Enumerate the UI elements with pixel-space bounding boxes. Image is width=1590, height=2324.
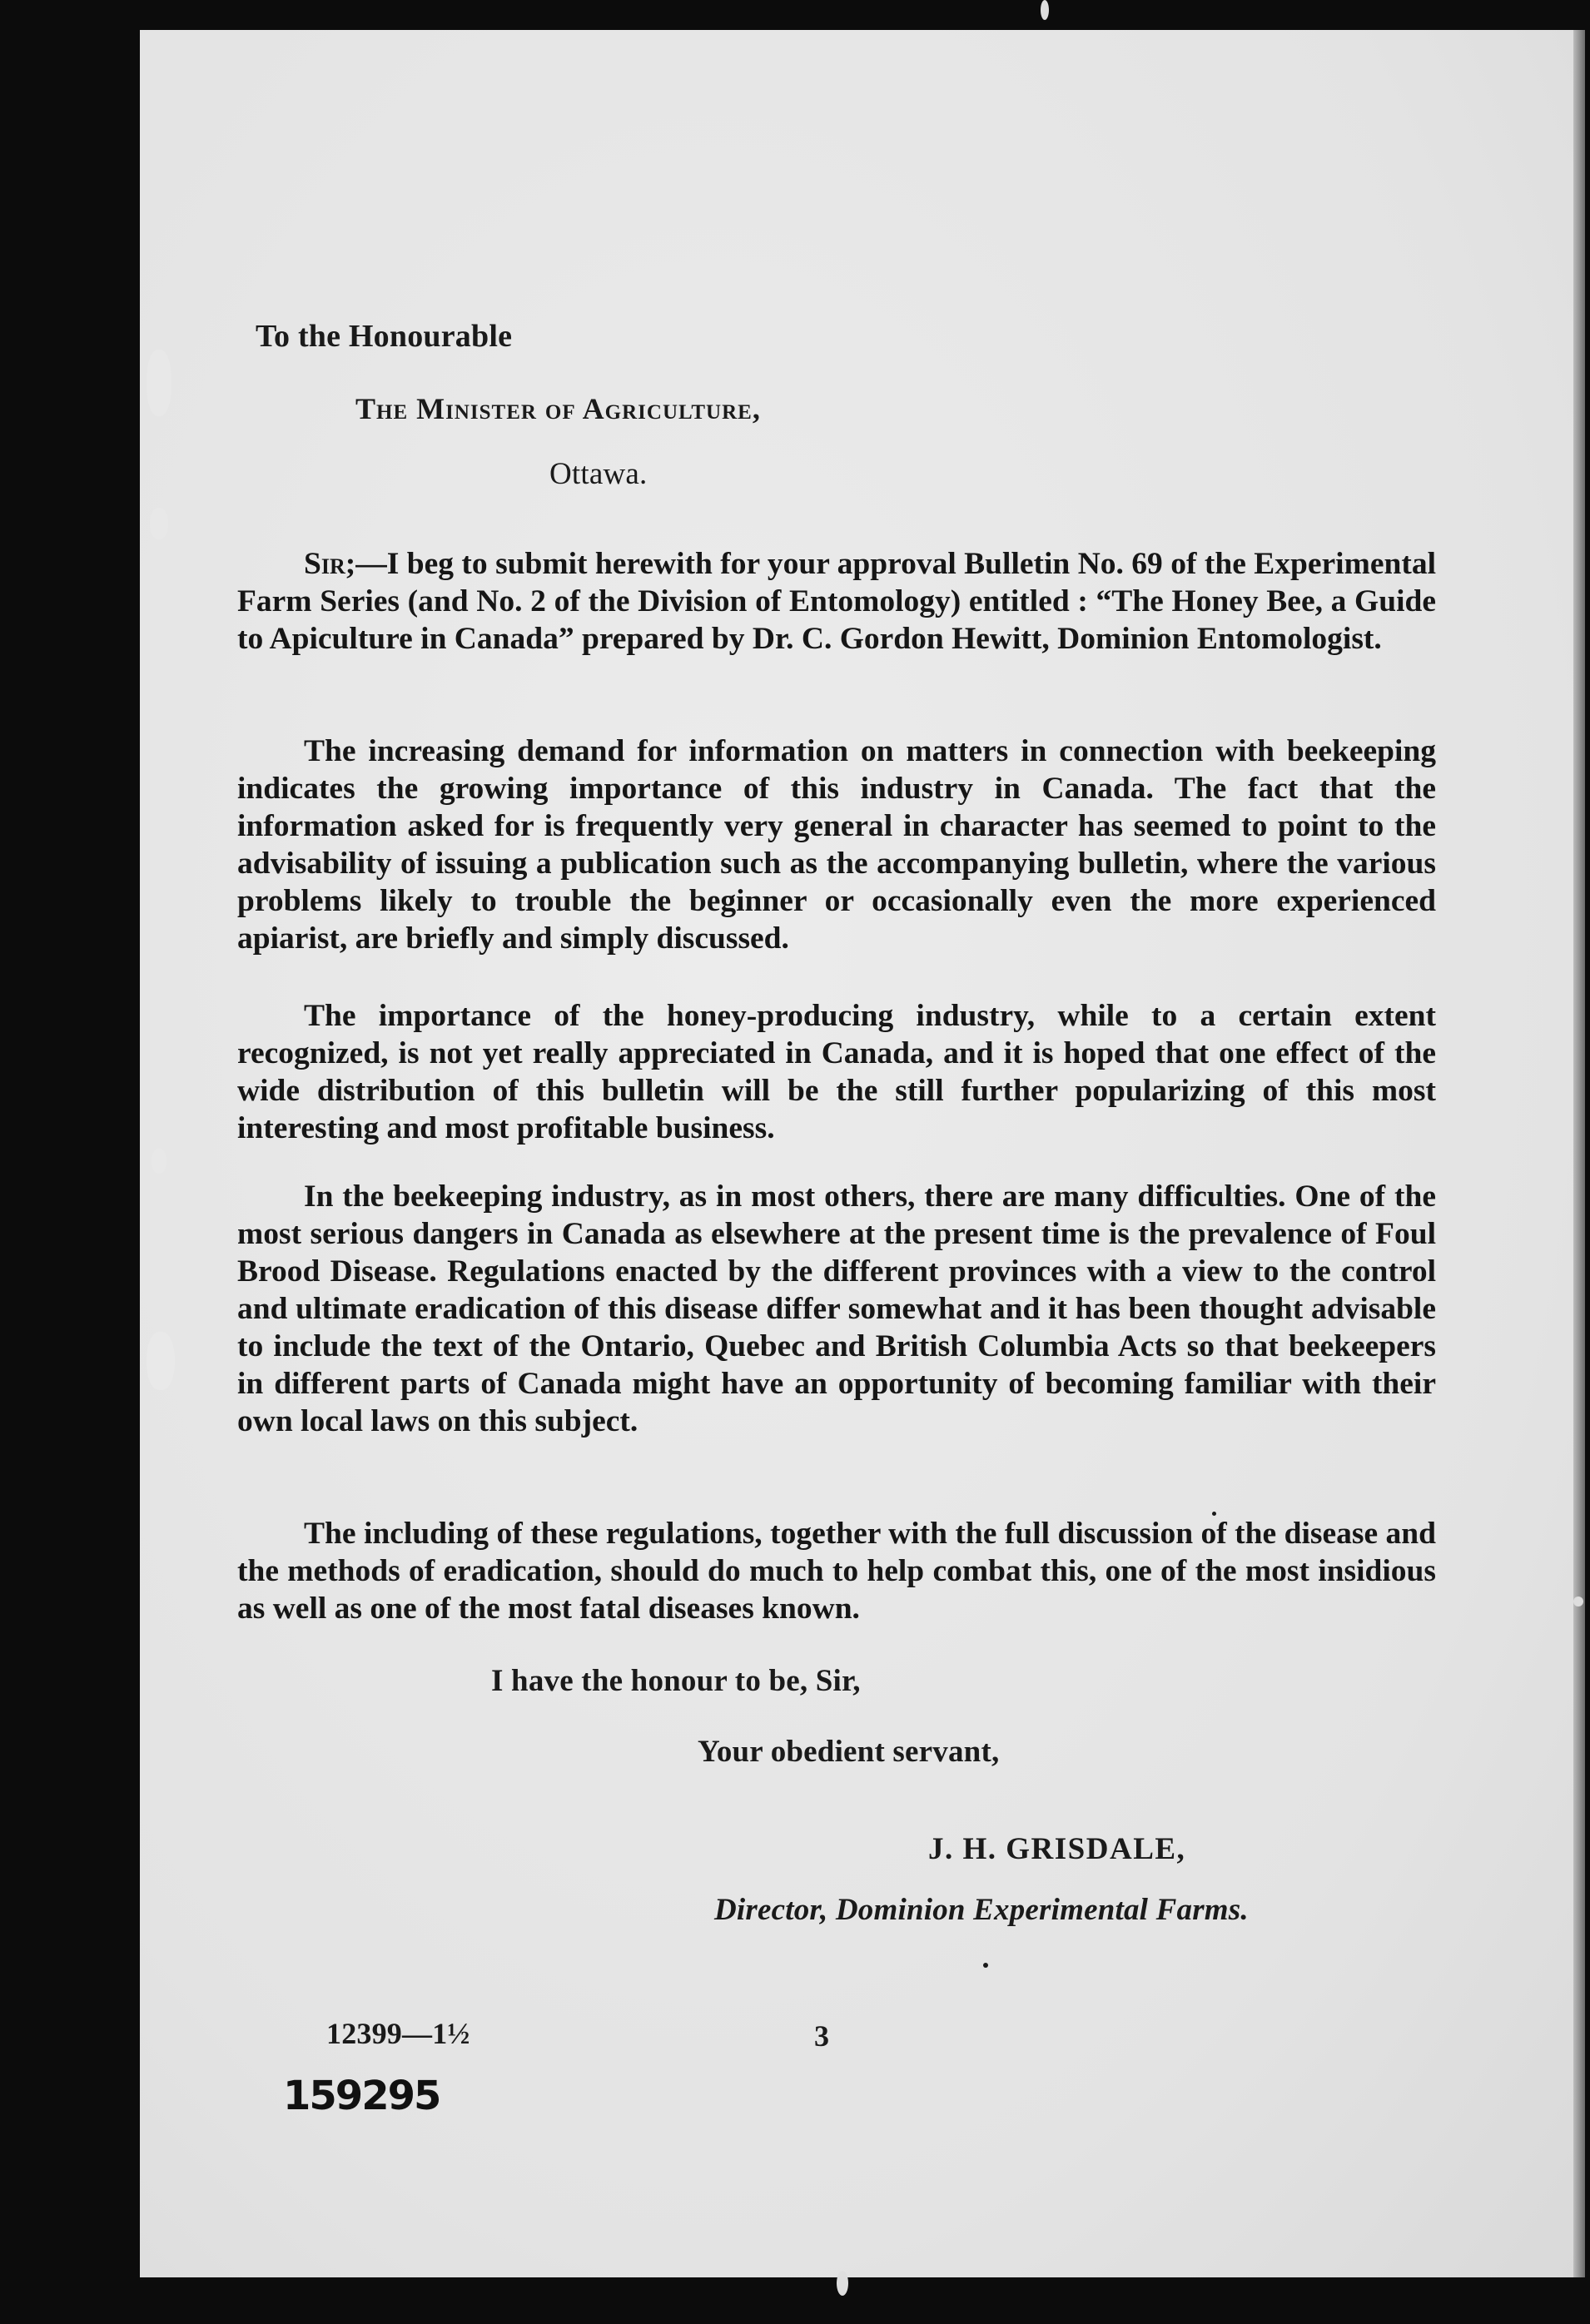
closing-line: I have the honour to be, Sir, bbox=[491, 1664, 861, 1698]
scan-artifact bbox=[150, 508, 168, 539]
scan-speck bbox=[1573, 1597, 1583, 1606]
recipient-city: Ottawa. bbox=[549, 457, 648, 491]
paragraph-1-lead: Sir; bbox=[304, 547, 356, 581]
page-number: 3 bbox=[814, 2019, 830, 2053]
scan-speck bbox=[983, 1963, 988, 1968]
page-right-edge bbox=[1573, 30, 1585, 2277]
scan-artifact bbox=[152, 1149, 166, 1174]
paragraph-5: The including of these regulations, together with the full discussion of the disease and the methods of eradication, should do much to help combat this, one of the most insidious as well as one of the most fatal diseases known. bbox=[237, 1517, 1436, 1626]
accession-stamp: 159295 bbox=[283, 2073, 440, 2119]
scan-artifact bbox=[147, 350, 171, 416]
signatory-title: Director, Dominion Experimental Farms. bbox=[714, 1893, 1249, 1927]
print-reference: 12399—1½ bbox=[326, 2017, 470, 2050]
scan-speck bbox=[837, 2271, 848, 2296]
signatory-name: J. H. GRISDALE, bbox=[928, 1832, 1186, 1866]
scan-speck bbox=[1041, 0, 1049, 20]
paragraph-1 bbox=[237, 545, 1436, 658]
valediction: Your obedient servant, bbox=[698, 1735, 1000, 1769]
paragraph-2: The increasing demand for information on matters in connection with beekeeping indicates the growing importance of this industry in Canada. The fact that the information asked for is frequently very general in character has seemed to point to the advisability of issuing a publication such as the accompanying bulletin, where the various problems likely to trouble the beginner or occasionally even the more experienced apiarist, are briefly and simply discussed. bbox=[237, 734, 1436, 956]
recipient-line: The Minister of Agriculture, bbox=[355, 392, 761, 425]
paragraph-3: The importance of the honey-producing industry, while to a certain extent recognized, is not yet really appreciated in Canada, and it is hoped that one effect of the wide distribution of this bulletin will be the still further popularizing of this most interesting and most profitable business. bbox=[237, 999, 1436, 1145]
paragraph-4: In the beekeeping industry, as in most others, there are many difficulties. One of the most serious dangers in Canada as elsewhere at the present time is the prevalence of Foul Brood Disease. Regulations enacted by the different provinces with a view to the control and ultimate eradication of this disease differ somewhat and it has been thought advisable to include the text of the Ontario, Quebec and British Columbia Acts so that beekeepers in different parts of Canada might have an opportunity of becoming familiar with their own local laws on this subject. bbox=[237, 1179, 1436, 1438]
paragraph-1-body: —I beg to submit herewith for your approval Bulletin No. 69 of the Experimental Farm Series (and No. 2 of the Division of Entomology) entitled : “The Honey Bee, a Guide to Apiculture in Canada” prepared by Dr. C. Gordon Hewitt, Dominion Entomologist. bbox=[237, 547, 1436, 656]
document-page bbox=[140, 30, 1580, 2277]
scan-artifact bbox=[147, 1332, 175, 1390]
salutation: To the Honourable bbox=[256, 319, 513, 354]
